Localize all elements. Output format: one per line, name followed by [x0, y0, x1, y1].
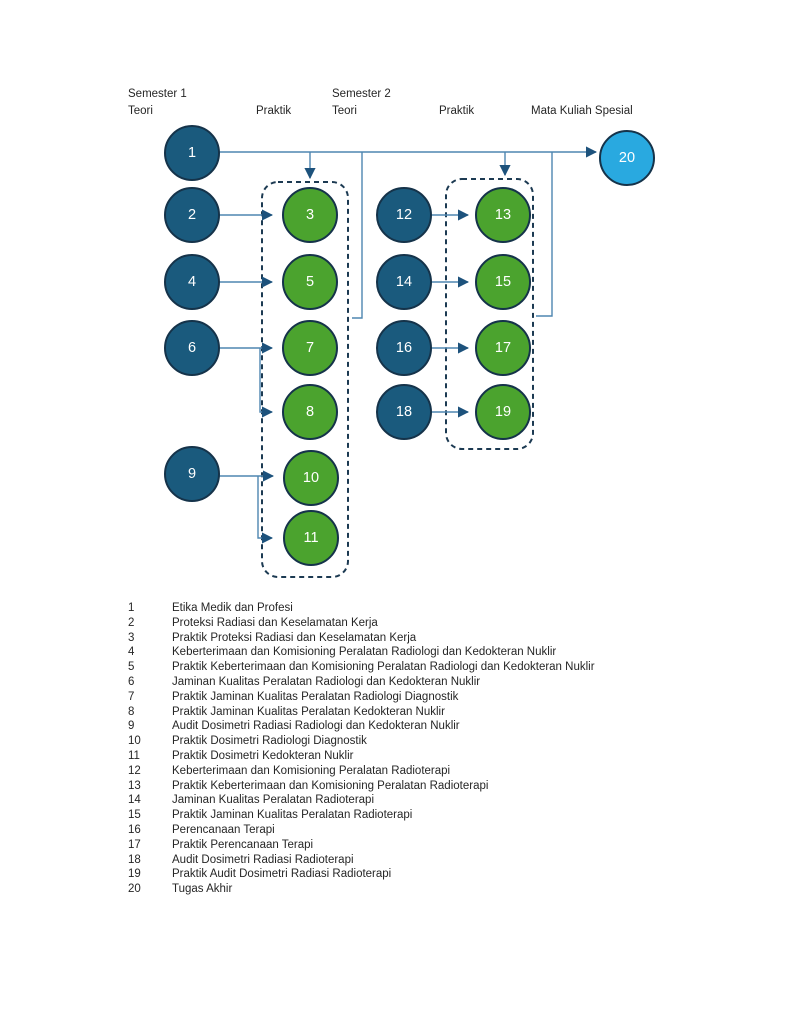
legend-row [128, 616, 748, 631]
legend-row [128, 882, 748, 897]
course-node-17-label: 17 [494, 340, 512, 356]
legend-course-name: Keberterimaan dan Komisioning Peralatan Radioterapi [172, 764, 451, 777]
legend-course-name: Jaminan Kualitas Peralatan Radioterapi [172, 794, 375, 807]
legend-course-number: 12 [128, 764, 141, 777]
course-node-12-label: 12 [395, 207, 413, 223]
course-legend [128, 601, 748, 897]
legend-course-number: 4 [128, 646, 135, 659]
legend-course-number: 10 [128, 735, 141, 748]
course-node-4-label: 4 [187, 274, 197, 290]
course-node-11-label: 11 [303, 530, 319, 546]
course-node-16-label: 16 [395, 340, 413, 356]
course-node-18-label: 18 [395, 404, 413, 420]
semester-2-praktik-label: Praktik [439, 105, 475, 117]
legend-course-number: 2 [128, 616, 135, 629]
legend-course-number: 6 [128, 675, 135, 688]
legend-row [128, 690, 748, 705]
legend-course-number: 9 [128, 720, 135, 733]
legend-course-number: 11 [128, 749, 140, 762]
legend-course-name: Praktik Jaminan Kualitas Peralatan Kedokteran Nuklir [172, 705, 445, 718]
legend-course-name: Etika Medik dan Profesi [172, 602, 293, 614]
legend-course-name: Audit Dosimetri Radiasi Radiologi dan Kedokteran Nuklir [172, 720, 460, 733]
legend-course-name: Praktik Proteksi Radiasi dan Keselamatan Kerja [172, 631, 417, 644]
legend-course-number: 16 [128, 823, 141, 836]
legend-course-name: Praktik Perencanaan Terapi [172, 838, 314, 851]
legend-course-number: 17 [128, 838, 141, 851]
course-node-20-label: 20 [618, 150, 636, 166]
legend-course-name: Praktik Dosimetri Radiologi Diagnostik [172, 735, 367, 748]
legend-course-number: 13 [128, 779, 141, 792]
semester-1-teori-label: Teori [128, 105, 153, 117]
legend-course-name: Jaminan Kualitas Peralatan Radiologi dan Kedokteran Nuklir [172, 675, 481, 688]
legend-course-name: Praktik Jaminan Kualitas Peralatan Radioterapi [172, 809, 413, 822]
course-node-14-label: 14 [395, 274, 413, 290]
semester-1-label: Semester 1 [128, 88, 187, 100]
semester-2-teori-label: Teori [332, 105, 357, 117]
legend-course-name: Audit Dosimetri Radiasi Radioterapi [172, 853, 354, 866]
legend-row [128, 675, 748, 690]
legend-row [128, 793, 748, 808]
line-9-to-11 [258, 476, 272, 538]
legend-course-name: Praktik Keberterimaan dan Komisioning Peralatan Radiologi dan Kedokteran Nuklir [172, 661, 595, 674]
mata-kuliah-spesial-label: Mata Kuliah Spesial [531, 105, 633, 117]
course-node-10-label: 10 [302, 470, 320, 486]
semester-1-praktik-label: Praktik [256, 105, 292, 117]
legend-row [128, 719, 748, 734]
legend-course-number: 3 [128, 631, 135, 644]
legend-course-number: 15 [128, 809, 141, 822]
legend-course-number: 8 [128, 705, 135, 718]
link-praktik2-box-to-20 [536, 152, 552, 316]
link-praktik1-box-to-20 [352, 152, 362, 318]
legend-row [128, 779, 748, 794]
legend-row [128, 867, 748, 882]
legend-course-name: Praktik Keberterimaan dan Komisioning Peralatan Radioterapi [172, 779, 489, 792]
course-node-7-label: 7 [305, 340, 315, 356]
course-node-8-label: 8 [305, 404, 315, 420]
course-node-1-label: 1 [187, 145, 197, 161]
legend-row [128, 660, 748, 675]
legend-row [128, 808, 748, 823]
legend-course-name: Praktik Jaminan Kualitas Peralatan Radiologi Diagnostik [172, 690, 459, 703]
course-node-3-label: 3 [305, 207, 315, 223]
legend-course-name: Praktik Audit Dosimetri Radiasi Radioterapi [172, 868, 392, 881]
legend-course-number: 7 [128, 690, 135, 703]
course-node-19-label: 19 [494, 404, 512, 420]
legend-course-number: 18 [128, 853, 141, 866]
legend-course-name: Perencanaan Terapi [172, 823, 275, 836]
course-node-5-label: 5 [305, 274, 315, 290]
legend-row [128, 601, 748, 616]
legend-row [128, 705, 748, 720]
legend-course-number: 14 [128, 794, 141, 807]
legend-course-name: Praktik Dosimetri Kedokteran Nuklir [172, 749, 354, 762]
legend-course-name: Tugas Akhir [172, 883, 233, 896]
legend-row [128, 734, 748, 749]
legend-course-number: 19 [128, 868, 141, 881]
legend-row [128, 749, 748, 764]
legend-row [128, 631, 748, 646]
course-node-15-label: 15 [494, 274, 512, 290]
legend-course-number: 1 [128, 602, 135, 614]
legend-row [128, 645, 748, 660]
legend-course-name: Keberterimaan dan Komisioning Peralatan Radiologi dan Kedokteran Nuklir [172, 646, 557, 659]
legend-row [128, 853, 748, 868]
legend-row [128, 838, 748, 853]
legend-row [128, 764, 748, 779]
legend-course-number: 5 [128, 661, 135, 674]
semester-2-label: Semester 2 [332, 88, 391, 100]
legend-course-name: Proteksi Radiasi dan Keselamatan Kerja [172, 616, 378, 629]
legend-course-number: 20 [128, 883, 141, 896]
course-node-13-label: 13 [494, 207, 512, 223]
course-node-6-label: 6 [187, 340, 197, 356]
legend-row [128, 823, 748, 838]
course-node-2-label: 2 [187, 207, 197, 223]
course-node-9-label: 9 [187, 466, 197, 482]
